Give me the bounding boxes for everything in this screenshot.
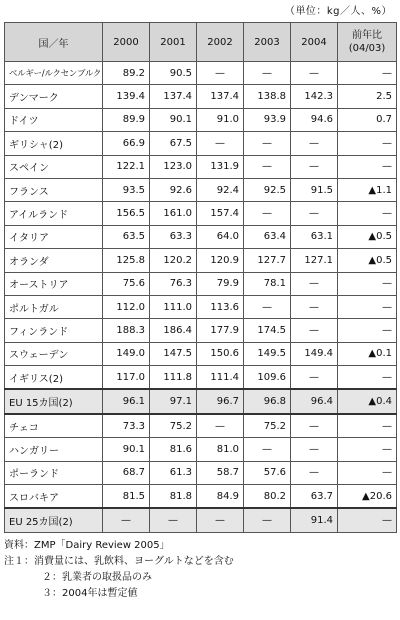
header-year: 2002 [197, 23, 244, 62]
value-cell: 89.9 [103, 108, 150, 131]
value-cell: 123.0 [150, 155, 197, 178]
country-name: デンマーク [5, 85, 103, 108]
value-cell: 81.8 [150, 485, 197, 509]
value-cell: 81.5 [103, 485, 150, 509]
table-row [5, 85, 397, 108]
value-cell: — [244, 155, 291, 178]
value-cell: 139.4 [103, 85, 150, 108]
value-cell: 127.7 [244, 249, 291, 272]
value-cell: 81.0 [197, 438, 244, 461]
value-cell: 174.5 [244, 319, 291, 342]
table-row [5, 108, 397, 131]
country-name: イタリア [5, 225, 103, 248]
value-cell: 111.8 [150, 366, 197, 390]
value-cell: 113.6 [197, 295, 244, 318]
value-cell: — [291, 438, 338, 461]
country-name: アイルランド [5, 202, 103, 225]
value-cell: 75.2 [150, 414, 197, 438]
table-body [5, 62, 397, 533]
value-cell: 63.4 [244, 225, 291, 248]
value-cell: 67.5 [150, 132, 197, 155]
table-row [5, 202, 397, 225]
value-cell: 157.4 [197, 202, 244, 225]
value-cell: 177.9 [197, 319, 244, 342]
value-cell: — [197, 132, 244, 155]
country-name: ポルトガル [5, 295, 103, 318]
header-year: 2004 [291, 23, 338, 62]
country-name: スペイン [5, 155, 103, 178]
value-cell: — [291, 202, 338, 225]
value-cell: 186.4 [150, 319, 197, 342]
value-cell: — [197, 62, 244, 85]
value-cell: 76.3 [150, 272, 197, 295]
value-cell: 63.5 [103, 225, 150, 248]
note-2: ２：乳業者の取扱品のみ [42, 572, 152, 583]
value-cell: 61.3 [150, 461, 197, 484]
country-name: イギリス(2) [5, 366, 103, 390]
value-cell: 63.3 [150, 225, 197, 248]
note-1: 注１：消費量には、乳飲料、ヨーグルトなどを含む [4, 556, 234, 567]
value-cell: — [291, 272, 338, 295]
value-cell: 96.4 [291, 389, 338, 413]
value-cell: 81.6 [150, 438, 197, 461]
note-3: ３：2004年は暫定値 [42, 588, 138, 599]
value-cell: 75.6 [103, 272, 150, 295]
value-cell: — [291, 414, 338, 438]
value-cell: — [244, 295, 291, 318]
header-country: 国／年 [5, 23, 103, 62]
header-yoy-line2: (04/03) [348, 43, 386, 54]
value-cell: 78.1 [244, 272, 291, 295]
table-row [5, 366, 397, 390]
value-cell: 91.4 [291, 508, 338, 532]
value-cell: 91.0 [197, 108, 244, 131]
table-row [5, 389, 397, 413]
value-cell: 96.7 [197, 389, 244, 413]
yoy-cell: — [338, 319, 397, 342]
country-name: フランス [5, 178, 103, 201]
yoy-cell: — [338, 155, 397, 178]
value-cell: — [291, 132, 338, 155]
header-year: 2003 [244, 23, 291, 62]
value-cell: 127.1 [291, 249, 338, 272]
value-cell: 64.0 [197, 225, 244, 248]
value-cell: 149.0 [103, 342, 150, 365]
value-cell: 63.7 [291, 485, 338, 509]
value-cell: — [197, 414, 244, 438]
country-name: チェコ [5, 414, 103, 438]
value-cell: 122.1 [103, 155, 150, 178]
value-cell: 79.9 [197, 272, 244, 295]
value-cell: 75.2 [244, 414, 291, 438]
value-cell: 109.6 [244, 366, 291, 390]
table-row [5, 461, 397, 484]
value-cell: — [244, 62, 291, 85]
value-cell: 68.7 [103, 461, 150, 484]
table-row [5, 414, 397, 438]
table-row [5, 62, 397, 85]
value-cell: 117.0 [103, 366, 150, 390]
yoy-cell: — [338, 461, 397, 484]
value-cell: — [244, 438, 291, 461]
value-cell: 66.9 [103, 132, 150, 155]
value-cell: 94.6 [291, 108, 338, 131]
table-row [5, 342, 397, 365]
value-cell: — [291, 295, 338, 318]
value-cell: — [197, 508, 244, 532]
value-cell: 161.0 [150, 202, 197, 225]
value-cell: — [150, 508, 197, 532]
table-row [5, 178, 397, 201]
yoy-cell: ▲0.5 [338, 225, 397, 248]
consumption-table [4, 22, 397, 533]
value-cell: 57.6 [244, 461, 291, 484]
value-cell: 92.5 [244, 178, 291, 201]
yoy-cell: — [338, 132, 397, 155]
country-name: ハンガリー [5, 438, 103, 461]
value-cell: 188.3 [103, 319, 150, 342]
unit-label: （単位：kg／人、%） [284, 6, 392, 17]
notes [4, 538, 234, 602]
table-row [5, 272, 397, 295]
header-year: 2001 [150, 23, 197, 62]
note-source: 資料：ZMP「Dairy Review 2005」 [4, 540, 170, 551]
value-cell: 138.8 [244, 85, 291, 108]
country-name: ベルギー/ルクセンブルク [5, 62, 103, 85]
value-cell: 97.1 [150, 389, 197, 413]
table-row [5, 225, 397, 248]
value-cell: — [244, 202, 291, 225]
value-cell: — [291, 461, 338, 484]
value-cell: 120.9 [197, 249, 244, 272]
country-name: オランダ [5, 249, 103, 272]
value-cell: 149.5 [244, 342, 291, 365]
value-cell: 58.7 [197, 461, 244, 484]
value-cell: 156.5 [103, 202, 150, 225]
value-cell: 111.0 [150, 295, 197, 318]
header-row [5, 23, 397, 62]
value-cell: — [291, 319, 338, 342]
value-cell: 147.5 [150, 342, 197, 365]
header-yoy [338, 23, 397, 62]
value-cell: — [244, 132, 291, 155]
value-cell: 111.4 [197, 366, 244, 390]
value-cell: 92.6 [150, 178, 197, 201]
header-year: 2000 [103, 23, 150, 62]
value-cell: — [244, 508, 291, 532]
country-name: フィンランド [5, 319, 103, 342]
country-name: EU 25カ国(2) [5, 508, 103, 532]
yoy-cell: ▲20.6 [338, 485, 397, 509]
table-row [5, 295, 397, 318]
value-cell: 112.0 [103, 295, 150, 318]
value-cell: 137.4 [150, 85, 197, 108]
value-cell: 125.8 [103, 249, 150, 272]
yoy-cell: — [338, 508, 397, 532]
table-row [5, 249, 397, 272]
value-cell: 84.9 [197, 485, 244, 509]
value-cell: 120.2 [150, 249, 197, 272]
value-cell: — [291, 155, 338, 178]
value-cell: — [291, 62, 338, 85]
yoy-cell: — [338, 438, 397, 461]
table-row [5, 132, 397, 155]
value-cell: 93.5 [103, 178, 150, 201]
value-cell: 91.5 [291, 178, 338, 201]
value-cell: 149.4 [291, 342, 338, 365]
country-name: ポーランド [5, 461, 103, 484]
country-name: オーストリア [5, 272, 103, 295]
value-cell: — [103, 508, 150, 532]
value-cell: 80.2 [244, 485, 291, 509]
value-cell: 93.9 [244, 108, 291, 131]
value-cell: 90.5 [150, 62, 197, 85]
country-name: スロバキア [5, 485, 103, 509]
country-name: ドイツ [5, 108, 103, 131]
value-cell: 90.1 [103, 438, 150, 461]
value-cell: 63.1 [291, 225, 338, 248]
value-cell: 92.4 [197, 178, 244, 201]
value-cell: 96.8 [244, 389, 291, 413]
yoy-cell: — [338, 272, 397, 295]
value-cell: 73.3 [103, 414, 150, 438]
yoy-cell: — [338, 62, 397, 85]
header-yoy-line1: 前年比 [352, 30, 382, 41]
table-row [5, 319, 397, 342]
yoy-cell: 2.5 [338, 85, 397, 108]
value-cell: 90.1 [150, 108, 197, 131]
table-row [5, 508, 397, 532]
yoy-cell: ▲0.4 [338, 389, 397, 413]
value-cell: 137.4 [197, 85, 244, 108]
value-cell: 96.1 [103, 389, 150, 413]
country-name: スウェーデン [5, 342, 103, 365]
yoy-cell: ▲1.1 [338, 178, 397, 201]
yoy-cell: — [338, 295, 397, 318]
yoy-cell: — [338, 414, 397, 438]
value-cell: — [291, 366, 338, 390]
table-row [5, 155, 397, 178]
table-row [5, 485, 397, 509]
value-cell: 131.9 [197, 155, 244, 178]
yoy-cell: ▲0.5 [338, 249, 397, 272]
country-name: EU 15カ国(2) [5, 389, 103, 413]
yoy-cell: — [338, 202, 397, 225]
value-cell: 89.2 [103, 62, 150, 85]
country-name: ギリシャ(2) [5, 132, 103, 155]
value-cell: 142.3 [291, 85, 338, 108]
value-cell: 150.6 [197, 342, 244, 365]
table-row [5, 438, 397, 461]
yoy-cell: ▲0.1 [338, 342, 397, 365]
yoy-cell: 0.7 [338, 108, 397, 131]
yoy-cell: — [338, 366, 397, 390]
